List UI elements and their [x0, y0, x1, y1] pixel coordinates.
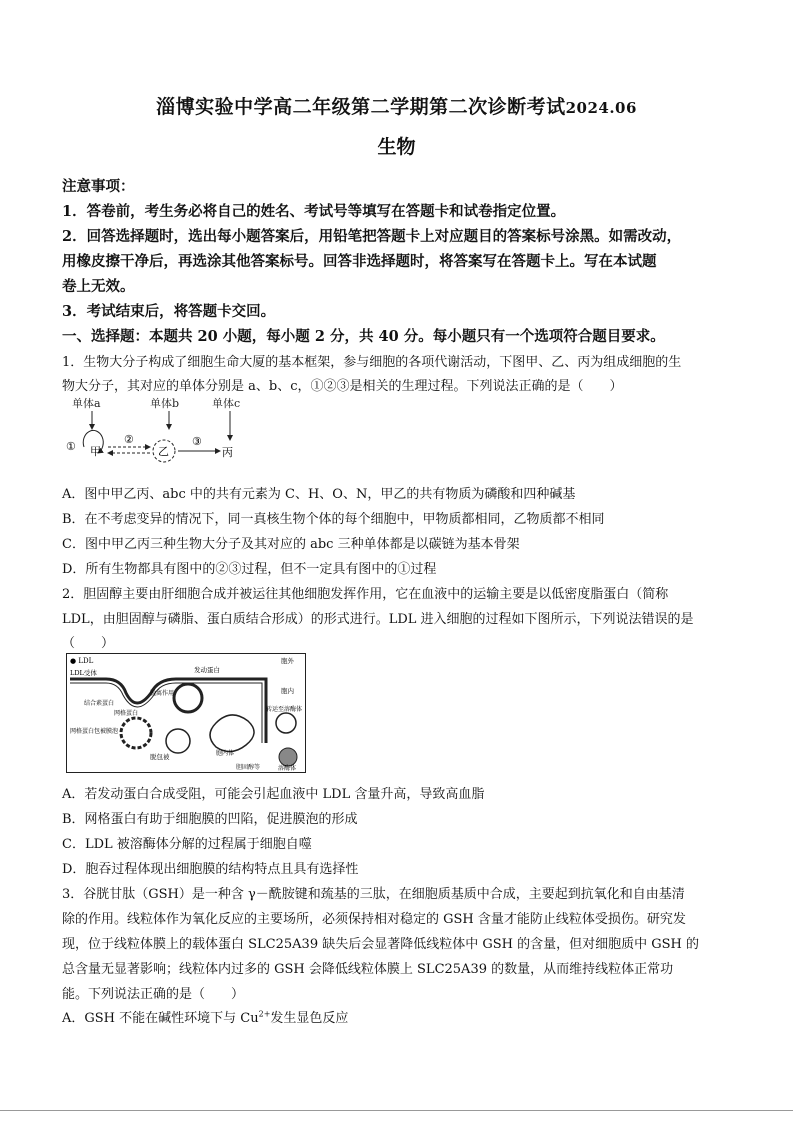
notice-heading: 注意事项：	[62, 178, 135, 195]
jia-label: 甲	[90, 445, 101, 458]
notice-item: 用橡皮擦干净后，再选涂其他答案标号。回答非选择题时，将答案写在答题卡上。写在本试题	[62, 253, 657, 270]
yi-label: 乙	[158, 445, 169, 458]
q3-stem-line: 现，位于线粒体膜上的载体蛋白 SLC25A39 缺失后会显著降低线粒体中 GSH 的含量，但对细胞质中 GSH 的	[62, 937, 700, 952]
process-1: ①	[66, 440, 76, 453]
q3-option-a-post: 发生显色反应	[270, 1011, 349, 1026]
clathrin-label: 网格蛋白	[114, 710, 139, 717]
q2-stem-line: （ ）	[62, 636, 115, 651]
receptor-label: LDL受体	[70, 669, 97, 677]
notice-item: 卷上无效。	[62, 278, 135, 295]
process-2: ②	[124, 433, 134, 446]
q1-diagram	[62, 395, 262, 465]
footer-rule	[0, 1110, 793, 1111]
transport-vesicle	[276, 713, 296, 733]
q1-stem-line: 物大分子，其对应的单体分别是 a、b、c，①②③是相关的生理过程。下列说法正确的是（ ）	[62, 379, 623, 394]
q2-stem-line: 2．胆固醇主要由肝细胞合成并被运往其他细胞发挥作用，它在血液中的运输主要是以低密度脂蛋白（简称	[62, 587, 669, 602]
endosome-label: 胞内体	[216, 750, 235, 757]
subject-title: 生物	[377, 136, 416, 158]
q1-option-c[interactable]: C．图中甲乙丙三种生物大分子及其对应的 abc 三种单体都是以碳链为基本骨架	[62, 537, 520, 552]
q3-stem-line: 3．谷胱甘肽（GSH）是一种含 γ－酰胺键和巯基的三肽，在细胞质基质中合成，主要起到抗氧化和自由基清	[62, 887, 685, 902]
q2-option-a[interactable]: A．若发动蛋白合成受阻，可能会引起血液中 LDL 含量升高，导致高血脂	[62, 787, 485, 802]
bing-label: 丙	[222, 446, 233, 459]
q1-option-d[interactable]: D．所有生物都具有图中的②③过程，但不一定具有图中的①过程	[62, 562, 437, 577]
q2-stem-line: LDL，由胆固醇与磷脂、蛋白质结合形成）的形式进行。LDL 进入细胞的过程如下图所示，下列说法错误的是	[62, 612, 694, 627]
motor-label: 发动蛋白	[194, 666, 220, 674]
q2-diagram	[66, 653, 306, 773]
adapter-label: 结合素蛋白	[84, 700, 115, 707]
q1-option-a[interactable]: A．图中甲乙丙、abc 中的共有元素为 C、H、O、N，甲乙的共有物质为磷酸和四种碱基	[62, 487, 576, 502]
inside-label: 胞内	[281, 687, 294, 695]
lysosome-label: 溶酶体	[278, 765, 297, 772]
q3-option-a[interactable]	[62, 1007, 348, 1026]
q3-option-a-pre: A．GSH 不能在碱性环境下与 Cu	[62, 1011, 259, 1026]
q2-option-c[interactable]: C．LDL 被溶酶体分解的过程属于细胞自噬	[62, 837, 312, 852]
ldl-label: ● LDL	[70, 657, 94, 665]
q3-stem-line: 除的作用。线粒体作为氧化反应的主要场所，必须保持相对稳定的 GSH 含量才能防止线粒体受损伤。研究发	[62, 912, 686, 927]
notice-item: 3．考试结束后，将答题卡交回。	[62, 303, 276, 320]
detach-label: 脱离作用	[150, 690, 175, 697]
lysosome-shape	[279, 748, 297, 766]
title-date: 2024.06	[565, 99, 637, 117]
q3-stem-line: 能。下列说法正确的是（ ）	[62, 987, 245, 1002]
endosome-shape	[210, 715, 254, 752]
q3-stem-line: 总含量无显著影响；线粒体内过多的 GSH 会降低线粒体膜上 SLC25A39 的数量，从而维持线粒体正常功	[62, 962, 674, 977]
section-heading: 一、选择题：本题共 20 小题，每小题 2 分，共 40 分。每小题只有一个选项符合题目要求。	[62, 328, 665, 345]
transport-label: 转运至溶酶体	[266, 706, 303, 713]
cholesterol-label: 胆固醇等	[236, 764, 261, 771]
q3-option-a-sup: 2+	[258, 1009, 271, 1019]
uncoated-vesicle	[166, 729, 190, 753]
coated-vesicle	[121, 718, 151, 748]
q2-option-d[interactable]: D．胞吞过程体现出细胞膜的结构特点且具有选择性	[62, 862, 359, 877]
monomer-b-label: 单体b	[150, 397, 180, 410]
budding-vesicle	[174, 684, 202, 712]
monomer-a-label: 单体a	[72, 397, 101, 410]
monomer-c-label: 单体c	[212, 397, 241, 410]
q1-option-b[interactable]: B．在不考虑变异的情况下，同一真核生物个体的每个细胞中，甲物质都相同，乙物质都不相同	[62, 512, 605, 527]
process-3: ③	[192, 435, 202, 448]
q2-option-b[interactable]: B．网格蛋白有助于细胞膜的凹陷，促进膜泡的形成	[62, 812, 358, 827]
q1-stem-line: 1．生物大分子构成了细胞生命大厦的基本框架，参与细胞的各项代谢活动，下图甲、乙、丙为组成细胞的生	[62, 355, 682, 370]
vesicle-label: 网格蛋白包被膜泡	[70, 728, 119, 735]
outside-label: 胞外	[281, 657, 294, 665]
page-title	[0, 92, 793, 119]
notice-item: 2．回答选择题时，选出每小题答案后，用铅笔把答题卡上对应题目的答案标号涂黑。如需改动，	[62, 228, 682, 245]
uncoat-label: 脱包被	[150, 753, 170, 761]
title-main: 淄博实验中学高二年级第二学期第二次诊断考试	[156, 96, 566, 118]
notice-item: 1．答卷前，考生务必将自己的姓名、考试号等填写在答题卡和试卷指定位置。	[62, 203, 566, 220]
